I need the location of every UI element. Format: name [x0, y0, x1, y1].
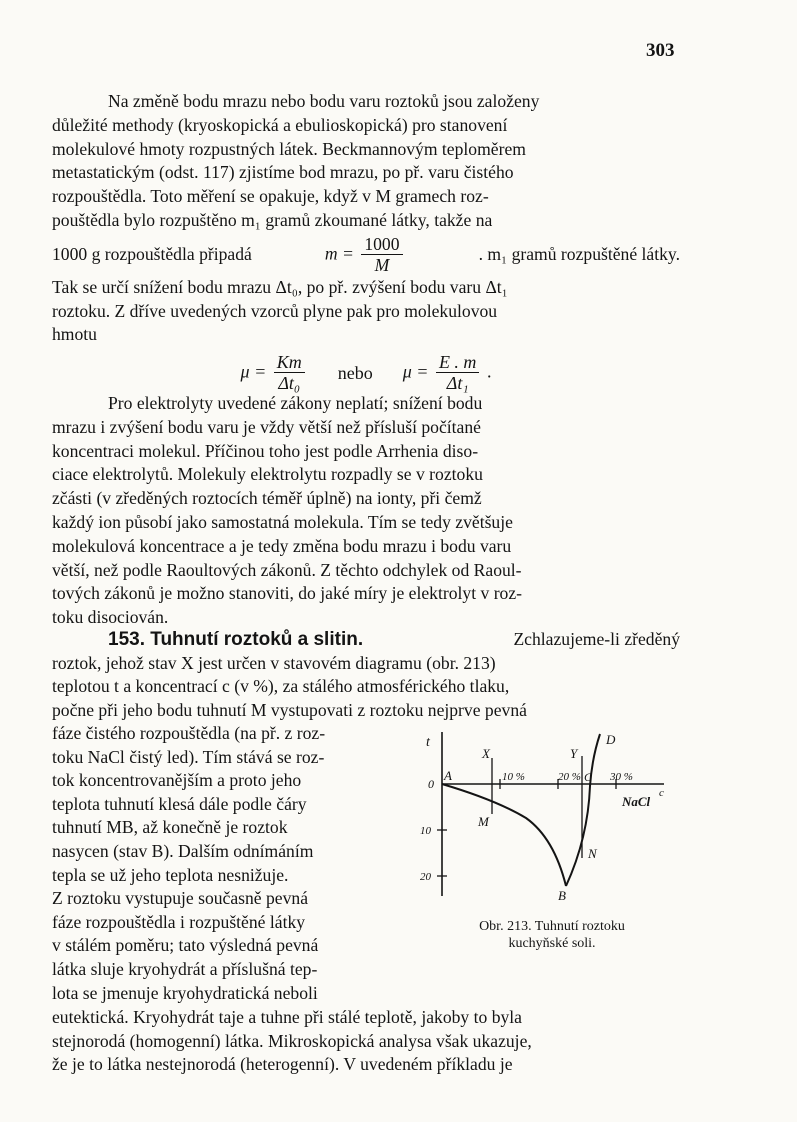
phase-diagram-svg	[416, 718, 684, 918]
text-line: důležité methody (kryoskopická a ebulioskopická) pro stanovení	[52, 114, 508, 135]
molecular-mass-formulas	[52, 353, 680, 394]
section-153-intro	[52, 628, 680, 722]
label-20-percent: 20 %	[558, 771, 581, 783]
text-line: Pro elektrolyty uvedené zákony neplatí; snížení bodu	[108, 393, 483, 413]
figure-phase-diagram	[416, 718, 684, 948]
text-line: tepla se už jeho teplota nesnižuje.	[52, 864, 289, 885]
text-line: roztoku. Z dříve uvedených vzorců plyne pak pro molekulovou	[52, 300, 498, 321]
section-heading-line	[52, 628, 680, 652]
text-line: že je to látka nestejnorodá (heterogenní). V uvedeném příkladu je	[52, 1054, 513, 1075]
formula-left	[241, 353, 308, 394]
inline-formula-lhs: m =	[324, 243, 354, 264]
label-B: B	[558, 888, 566, 903]
label-10-percent: 10 %	[502, 771, 525, 783]
label-NaCl: NaCl	[622, 794, 651, 809]
text-line: Zchlazujeme-li zředěný	[513, 629, 680, 649]
caption-line: kuchyňské soli.	[508, 936, 596, 951]
label-C: C	[584, 770, 593, 784]
formula-right-fraction	[436, 353, 480, 394]
label-zero: 0	[428, 777, 434, 791]
text-line: koncentraci molekul. Příčinou toho jest podle Arrhenia diso-	[52, 440, 479, 461]
inline-formula	[325, 235, 406, 276]
text-line: fáze čistého rozpouštědla (na př. z roz-	[52, 723, 326, 743]
text-line: toku NaCl čistý led). Tím stává se roz-	[52, 746, 325, 767]
text-line: tových zákonů je možno stanoviti, do jaké míry je elektrolyt v roz-	[52, 583, 523, 604]
text-line: teplota tuhnutí klesá dále podle čáry	[52, 793, 307, 814]
text-line: fáze rozpouštědla i rozpuštěné látky	[52, 911, 306, 932]
formula-left-fraction	[274, 353, 305, 394]
text-line: tok koncentrovanějším a proto jeho	[52, 770, 302, 791]
caption-line: Obr. 213. Tuhnutí roztoku	[479, 919, 625, 934]
text-line: ciace elektrolytů. Molekuly elektrolytu rozpadly se v roztoku	[52, 464, 483, 485]
text-line: v stálém poměru; tato výsledná pevná	[52, 935, 319, 956]
formula-right-lhs: μ =	[402, 361, 429, 382]
text-line: nasycen (stav B). Dalším odnímáním	[52, 840, 314, 861]
label-N: N	[588, 846, 597, 861]
inline-formula-line	[52, 235, 680, 276]
text-line: toku disociován.	[52, 607, 169, 628]
page-number: 303	[646, 40, 675, 61]
label-A: A	[444, 768, 452, 783]
text-line: metastatickým (odst. 117) zjistíme bod mrazu, po př. varu čistého	[52, 162, 514, 183]
section-heading: 153. Tuhnutí roztoků a slitin.	[108, 629, 364, 650]
inline-formula-after: . m₁ gramů rozpuštěné látky.	[478, 244, 680, 265]
text-line: větší, než podle Raoultových zákonů. Z těchto odchylek od Raoul-	[52, 559, 522, 580]
formula-left-lhs: μ =	[240, 361, 267, 382]
formula-right-trail: .	[486, 361, 492, 382]
text-line: teplotou t a koncentrací c (v %), za stálého atmosférického tlaku,	[52, 676, 510, 697]
text-line: počne při jeho bodu tuhnutí M vystupovati z roztoku nejprve pevná	[52, 699, 527, 720]
text-line: Na změně bodu mrazu nebo bodu varu roztoků jsou založeny	[108, 91, 540, 111]
text-line: roztok, jehož stav X jest určen v stavovém diagramu (obr. 213)	[52, 652, 496, 673]
text-line: zčásti (v zředěných roztocích téměř úplně) na ionty, při čemž	[52, 488, 482, 509]
text-line: molekulová koncentrace a je tedy změna bodu mrazu i bodu varu	[52, 535, 512, 556]
label-D: D	[606, 732, 616, 747]
text-line: látka sluje kryohydrát a příslušná tep-	[52, 958, 318, 979]
formula-connector: nebo	[337, 362, 373, 383]
fraction-denominator: M	[374, 254, 390, 275]
label-10-degrees: 10	[420, 825, 431, 837]
text-line: stejnorodá (homogenní) látka. Mikroskopická analysa však ukazuje,	[52, 1030, 532, 1051]
text-line: každý ion působí jako samostatná molekula. Tím se tedy zvětšuje	[52, 511, 513, 532]
text-line: molekulové hmoty rozpustných látek. Beckmannovým teploměrem	[52, 138, 526, 159]
text-line: mrazu i zvýšení bodu varu je vždy větší než přísluší počítané	[52, 416, 481, 437]
section-153-bottom	[52, 1006, 680, 1077]
fraction-numerator: 1000	[364, 233, 400, 254]
fraction-numerator: E . m	[438, 352, 477, 373]
text-line: lota se jmenuje kryohydratická neboli	[52, 982, 318, 1003]
label-Y: Y	[570, 746, 578, 761]
freezing-curve-AB	[442, 784, 566, 886]
text-line: eutektická. Kryohydrát taje a tuhne při stálé teplotě, jakoby to byla	[52, 1007, 522, 1027]
text-line: rozpouštědla. Toto měření se opakuje, když v M gramech roz-	[52, 186, 489, 207]
inline-formula-before: 1000 g rozpouštědla připadá	[52, 244, 252, 265]
fraction-denominator: Δt₁	[446, 373, 469, 394]
label-c: c	[659, 787, 664, 799]
paragraph-electrolytes	[52, 392, 680, 630]
fraction-denominator: Δt₀	[278, 373, 301, 394]
figure-caption	[420, 918, 684, 952]
formula-right	[403, 353, 492, 394]
text-line: pouštědla bylo rozpuštěno m₁ gramů zkoumané látky, takže na	[52, 209, 493, 230]
text-line: tuhnutí MB, až konečně je roztok	[52, 817, 288, 838]
text-line: hmotu	[52, 324, 97, 345]
section-153-narrow-column	[52, 722, 408, 1005]
label-M: M	[478, 814, 489, 829]
fraction-numerator: Km	[276, 352, 302, 373]
inline-fraction	[361, 235, 402, 276]
text-line: Tak se určí snížení bodu mrazu Δt₀, po př. zvýšení bodu varu Δt₁	[52, 276, 508, 297]
label-X: X	[482, 746, 490, 761]
label-t: t	[426, 735, 430, 750]
paragraph-cryoscopy	[52, 90, 680, 404]
label-20-degrees: 20	[420, 871, 431, 883]
label-30-percent: 30 %	[610, 771, 633, 783]
text-line: Z roztoku vystupuje současně pevná	[52, 888, 309, 909]
